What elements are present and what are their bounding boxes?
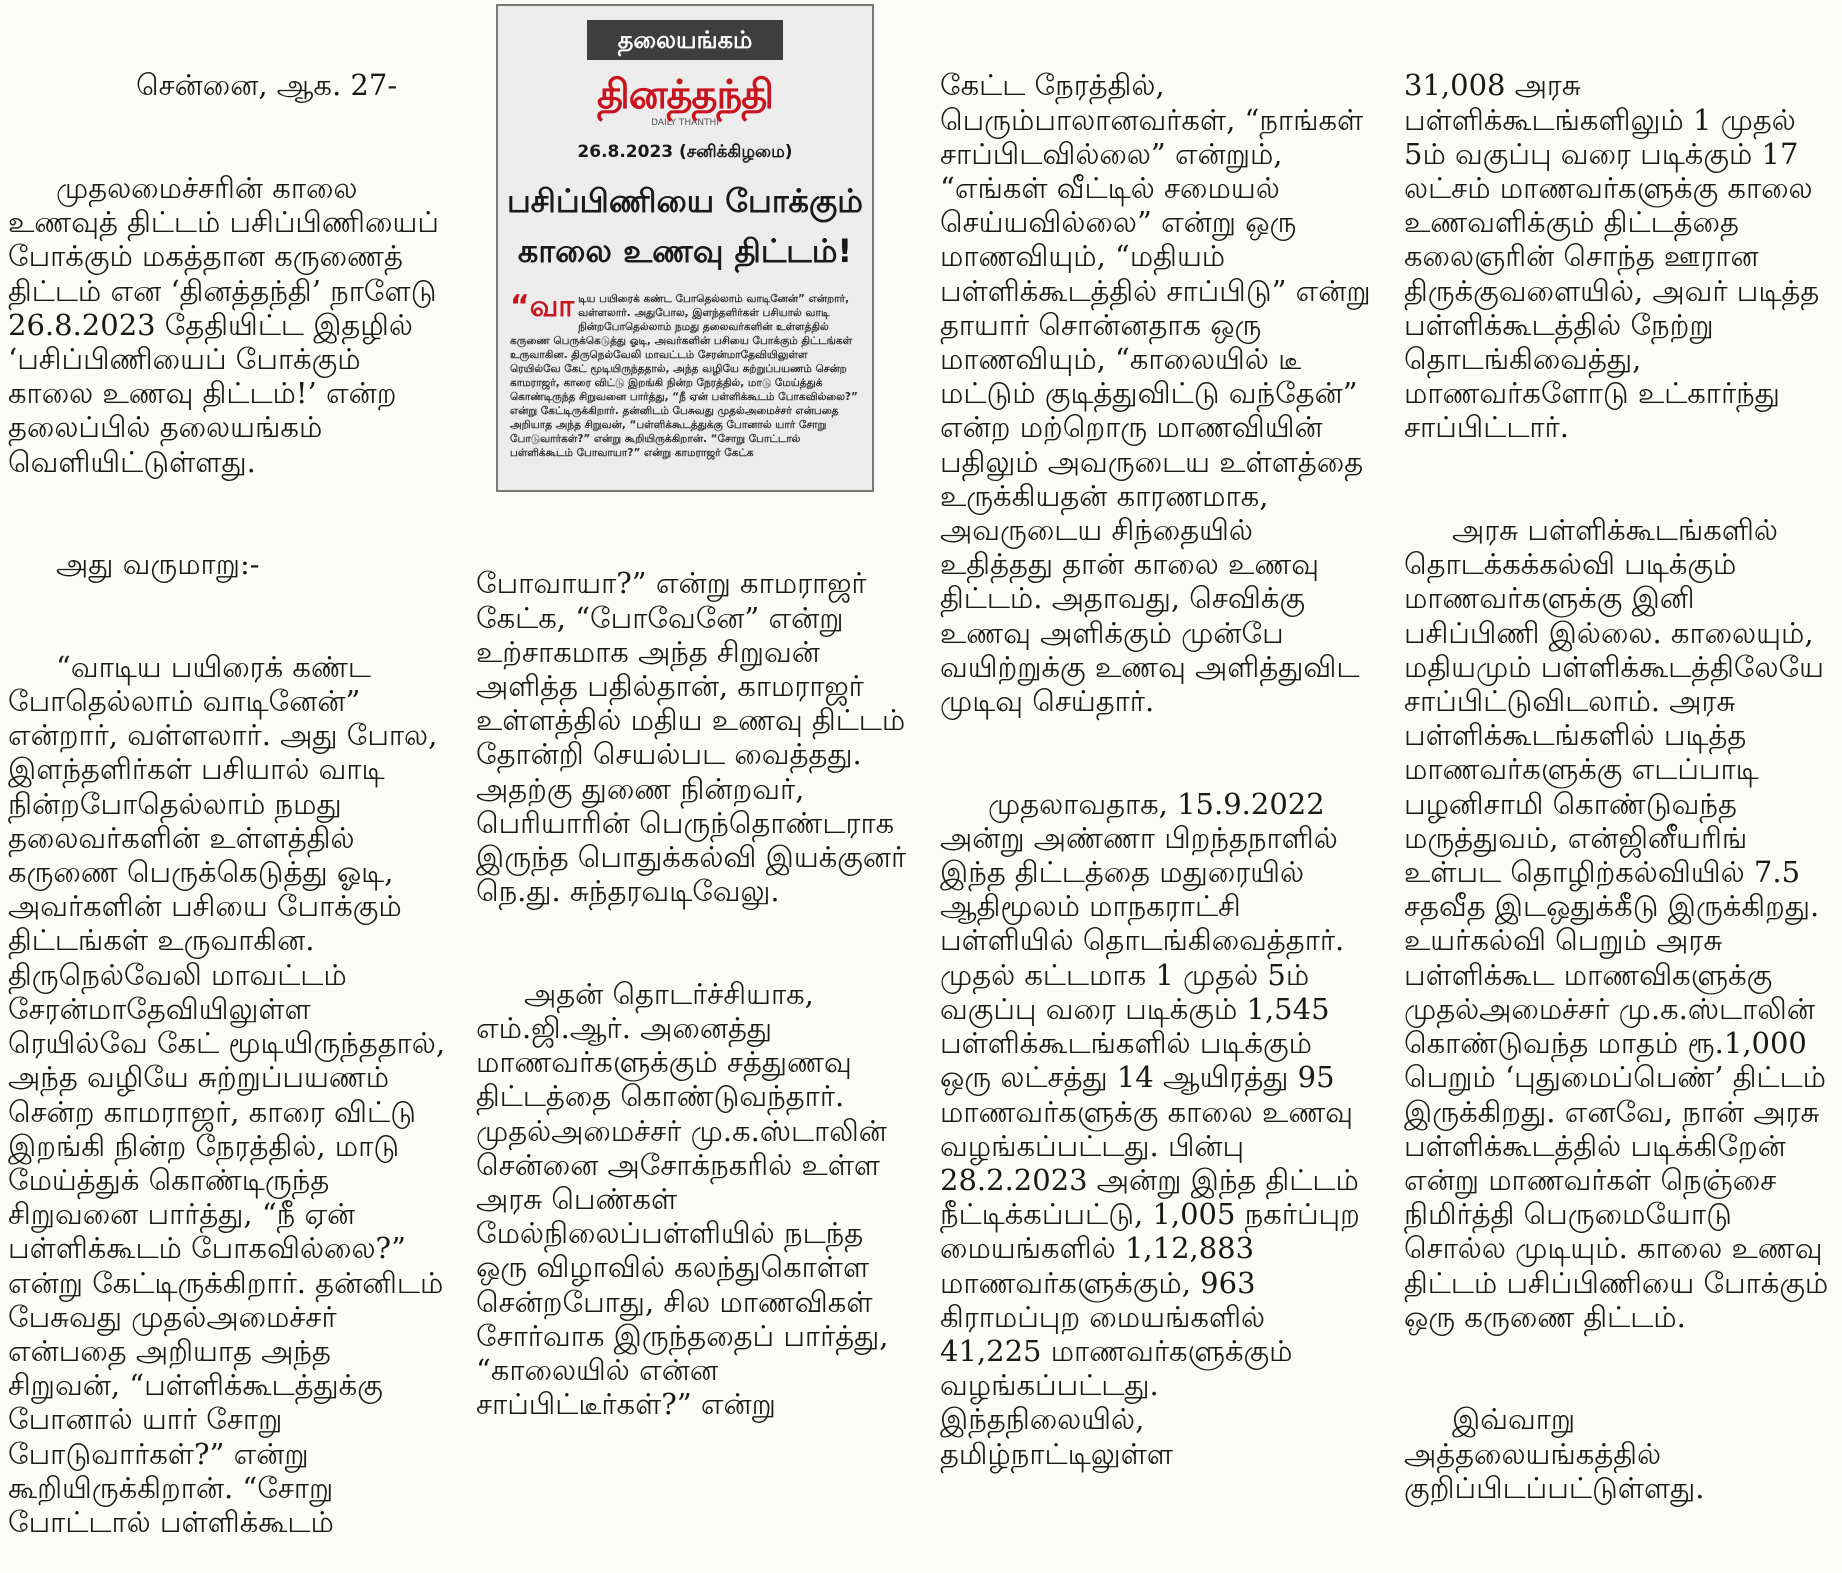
article-column-1 xyxy=(8,0,455,1573)
article-column-2 xyxy=(476,498,916,1456)
paragraph-editorial-start: “வாடிய பயிரைக் கண்ட போதெல்லாம் வாடினேன்” என்றார், வள்ளலார். அது போல, இளந்தளிர்கள் பசியால் வாடி நின்றபோதெல்லாம் நமது தலைவர்களின் உள்ளத்தில் கருணை பெருக்கெடுத்து ஓடி, அவர்களின் பசியை போக்கும் திட்டங்கள் உருவாகின. திருநெல்வேலி மாவட்டம் சேரன்மாதேவியிலுள்ள ரெயில்வே கேட் மூடியிருந்ததால், அந்த வழியே சுற்றுப்பயணம் சென்ற காமராஜர், காரை விட்டு இறங்கி நின்ற நேரத்தில், மாடு மேய்த்துக் கொண்டிருந்த சிறுவனை பார்த்து, “நீ ஏன் பள்ளிக்கூடம் போகவில்லை?” என்று கேட்டிருக்கிறார். தன்னிடம் பேசுவது முதல்அமைச்சர் என்பதை அறியாத அந்த சிறுவன், “பள்ளிக்கூடத்துக்கு போனால் யார் சோறு போடுவார்கள்?” என்று கூறியிருக்கிறான். “சோறு போட்டால் பள்ளிக்கூடம் xyxy=(8,649,455,1539)
paragraph-students: கேட்ட நேரத்தில், பெரும்பாலானவர்கள், “நாங்கள் சாப்பிடவில்லை” என்றும், “எங்கள் வீட்டில் சமையல் செய்யவில்லை” என்று ஒரு மாணவியும், “மதியம் பள்ளிக்கூடத்தில் சாப்பிடு” என்று தாயார் சொன்னதாக ஒரு மாணவியும், “காலையில் டீ மட்டும் குடித்துவிட்டு வந்தேன்” என்ற மற்றொரு மாணவியின் பதிலும் அவருடைய உள்ளத்தை உருக்கியதன் காரணமாக, அவருடைய சிந்தையில் உதித்தது தான் காலை உணவு திட்டம். அதாவது, செவிக்கு உணவு அளிக்கும் முன்பே வயிற்றுக்கு உணவு அளித்துவிட முடிவு செய்தார். xyxy=(940,68,1380,719)
newspaper-clipping xyxy=(496,4,874,492)
paragraph-closing: இவ்வாறு அத்தலையங்கத்தில் குறிப்பிடப்பட்டுள்ளது. xyxy=(1404,1402,1705,1505)
dateline: சென்னை, ஆக. 27- xyxy=(136,68,398,103)
paragraph-launch: முதலாவதாக, 15.9.2022 அன்று அண்ணா பிறந்தநாளில் இந்த திட்டத்தை மதுரையில் ஆதிமூலம் மாநகராட்சி பள்ளியில் தொடங்கிவைத்தார். முதல் கட்டமாக 1 முதல் 5ம் வகுப்பு வரை படிக்கும் 1,545 பள்ளிக்கூடங்களில் படிக்கும் ஒரு லட்சத்து 14 ஆயிரத்து 95 மாணவர்களுக்கு காலை உணவு வழங்கப்பட்டது. பின்பு 28.2.2023 அன்று இந்த திட்டம் நீட்டிக்கப்பட்டு, 1,005 நகர்ப்புற மையங்களில் 1,12,883 மாணவர்களுக்கும், 963 கிராமப்புற மையங்களில் 41,225 மாணவர்களுக்கும் வழங்கப்பட்டது. இந்தநிலையில், தமிழ்நாட்டிலுள்ள xyxy=(940,786,1370,1471)
headline-line-2: காலை உணவு திட்டம்! xyxy=(517,232,853,270)
clipping-body xyxy=(510,289,860,460)
paragraph-kamarajar: போவாயா?” என்று காமராஜர் கேட்க, “போவேனே” என்று உற்சாகமாக அந்த சிறுவன் அளித்த பதில்தான், காமராஜர் உள்ளத்தில் மதிய உணவு திட்டம் தோன்றி செயல்பட வைத்தது. அதற்கு துணை நின்றவர், பெரியாரின் பெருந்தொண்டராக இருந்த பொதுக்கல்வி இயக்குனர் நெ.து. சுந்தரவடிவேலு. xyxy=(476,566,916,909)
drop-cap: “வா xyxy=(510,289,575,324)
paragraph-intro: முதலமைச்சரின் காலை உணவுத் திட்டம் பசிப்பிணியைப் போக்கும் மகத்தான கருணைத் திட்டம் என ‘தினத்தந்தி’ நாளேடு 26.8.2023 தேதியிட்ட இதழில் ‘பசிப்பிணியைப் போக்கும் காலை உணவு திட்டம்!’ என்ற தலைப்பில் தலையங்கம் வெளியிட்டுள்ளது. xyxy=(8,171,449,479)
clipping-body-text: டிய பயிரைக் கண்ட போதெல்லாம் வாடினேன்” என்றார், வள்ளலார். அதுபோல, இளந்தளிர்கள் பசியால் வாடி நின்றபோதெல்லாம் நமது தலைவர்களின் உள்ளத்தில் கருணை பெருக்கெடுத்து ஓடி, அவர்களின் பசியை போக்கும் திட்டங்கள் உருவாகின. திருநெல்வேலி மாவட்டம் சேரன்மாதேவியிலுள்ள ரெயில்வே கேட் மூடியிருந்ததால், அந்த வழியே சுற்றுப்பயணம் சென்ற காமராஜர், காரை விட்டு இறங்கி நின்ற நேரத்தில், மாடு மேய்த்துக் கொண்டிருந்த சிறுவனை பார்த்து, “நீ ஏன் பள்ளிக்கூடம் போகவில்லை?” என்று கேட்டிருக்கிறார். தன்னிடம் பேசுவது முதல்அமைச்சர் என்பதை அறியாத அந்த சிறுவன், “பள்ளிக்கூடத்துக்கு போனால் யார் சோறு போடுவார்கள்?” என்று கூறியிருக்கிறான். “சோறு போட்டால் பள்ளிக்கூடம் போவாயா?” என்று காமராஜர் கேட்க xyxy=(510,293,858,459)
masthead-subtitle: DAILY THANTHI xyxy=(651,118,719,128)
paragraph-lead-in: அது வருமாறு:- xyxy=(56,547,260,582)
paragraph-expansion: 31,008 அரசு பள்ளிக்கூடங்களிலும் 1 முதல் 5ம் வகுப்பு வரை படிக்கும் 17 லட்சம் மாணவர்களுக்கு காலை உணவளிக்கும் திட்டத்தை கலைஞரின் சொந்த ஊரான திருக்குவளையில், அவர் படித்த பள்ளிக்கூடத்தில் நேற்று தொடங்கிவைத்து, மாணவர்களோடு உட்கார்ந்து சாப்பிட்டார். xyxy=(1404,68,1829,445)
article-column-3 xyxy=(940,0,1380,1505)
clipping-headline xyxy=(498,176,872,276)
section-tag: தலையங்கம் xyxy=(587,20,783,60)
article-column-4 xyxy=(1404,0,1836,1539)
newspaper-masthead-logo: தினத்தந்தி xyxy=(596,72,774,118)
headline-line-1: பசிப்பிணியை போக்கும் xyxy=(506,182,864,220)
clipping-date: 26.8.2023 (சனிக்கிழமை) xyxy=(577,142,793,162)
paragraph-mgr: அதன் தொடர்ச்சியாக, எம்.ஜி.ஆர். அனைத்து மாணவர்களுக்கும் சத்துணவு திட்டத்தை கொண்டுவந்தார். முதல்அமைச்சர் மு.க.ஸ்டாலின் சென்னை அசோக்நகரில் உள்ள அரசு பெண்கள் மேல்நிலைப்பள்ளியில் நடந்த ஒரு விழாவில் கலந்துகொள்ள சென்றபோது, சில மாணவிகள் சோர்வாக இருந்ததைப் பார்த்து, “காலையில் என்ன சாப்பிட்டீர்கள்?” என்று xyxy=(476,976,898,1422)
paragraph-benefits: அரசு பள்ளிக்கூடங்களில் தொடக்கக்கல்வி படிக்கும் மாணவர்களுக்கு இனி பசிப்பிணி இல்லை. காலையும், மதியமும் பள்ளிக்கூடத்திலேயே சாப்பிட்டுவிடலாம். அரசு பள்ளிக்கூடங்களில் படித்த மாணவர்களுக்கு எடப்பாடி பழனிசாமி கொண்டுவந்த மருத்துவம், என்ஜினீயரிங் உள்பட தொழிற்கல்வியில் 7.5 சதவீத இடஒதுக்கீடு இருக்கிறது. உயர்கல்வி பெறும் அரசு பள்ளிக்கூட மாணவிகளுக்கு முதல்அமைச்சர் மு.க.ஸ்டாலின் கொண்டுவந்த மாதம் ரூ.1,000 பெறும் ‘புதுமைப்பெண்’ திட்டம் இருக்கிறது. எனவே, நான் அரசு பள்ளிக்கூடத்தில் படிக்கிறேன் என்று மாணவர்கள் நெஞ்சை நிமிர்த்தி பெருமையோடு சொல்ல முடியும். காலை உணவு திட்டம் பசிப்பிணியை போக்கும் ஒரு கருணை திட்டம். xyxy=(1404,513,1838,1334)
